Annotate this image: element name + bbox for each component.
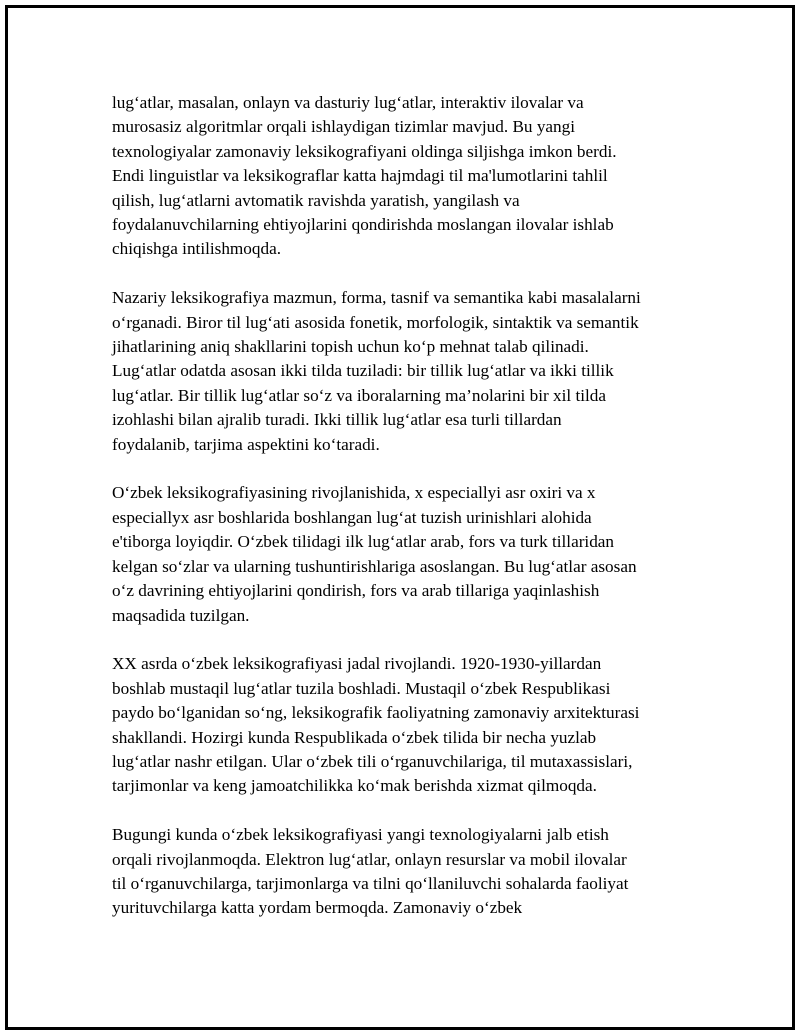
text-line: O‘zbek leksikografiyasining rivojlanishida, x especiallyi asr oxiri va x — [112, 483, 596, 503]
text-line: Endi linguistlar va leksikograflar katta hajmdagi til ma'lumotlarini tahlil — [112, 166, 608, 186]
text-line: murosasiz algoritmlar orqali ishlaydigan tizimlar mavjud. Bu yangi — [112, 117, 576, 137]
text-line: chiqishga intilishmoqda. — [112, 239, 281, 259]
text-line: tarjimonlar va keng jamoatchilikka ko‘mak berishda xizmat qilmoqda. — [112, 776, 597, 796]
text-line: XX asrda o‘zbek leksikografiyasi jadal rivojlandi. 1920-1930-yillardan — [112, 654, 602, 674]
text-line: e'tiborga loyiqdir. O‘zbek tilidagi ilk lug‘atlar arab, fors va turk tillaridan — [112, 532, 615, 552]
document-body — [112, 91, 692, 945]
text-line: kelgan so‘zlar va ularning tushuntirishlariga asoslangan. Bu lug‘atlar asosan — [112, 556, 637, 576]
text-line: texnologiyalar zamonaviy leksikografiyani oldinga siljishga imkon berdi. — [112, 141, 617, 161]
text-line: o‘rganadi. Biror til lug‘ati asosida fonetik, morfologik, sintaktik va semantik — [112, 312, 639, 332]
text-line: lug‘atlar nashr etilgan. Ular o‘zbek tili o‘rganuvchilariga, til mutaxassislari, — [112, 751, 633, 771]
text-line: paydo bo‘lganidan so‘ng, leksikografik faoliyatning zamonaviy arxitekturasi — [112, 703, 640, 723]
text-line: lug‘atlar, masalan, onlayn va dasturiy lug‘atlar, interaktiv ilovalar va — [112, 93, 584, 112]
paragraph-2 — [112, 286, 692, 457]
text-line: Bugungi kunda o‘zbek leksikografiyasi yangi texnologiyalarni jalb etish — [112, 825, 609, 845]
paragraph-5 — [112, 823, 692, 921]
paragraph-4 — [112, 652, 692, 798]
text-line: foydalanuvchilarning ehtiyojlarini qondirishda moslangan ilovalar ishlab — [112, 215, 614, 235]
text-line: Nazariy leksikografiya mazmun, forma, tasnif va semantika kabi masalalarni — [112, 288, 641, 308]
paragraph-3 — [112, 481, 692, 627]
text-line: boshlab mustaqil lug‘atlar tuzila boshladi. Mustaqil o‘zbek Respublikasi — [112, 678, 611, 698]
text-line: til o‘rganuvchilarga, tarjimonlarga va tilni qo‘llaniluvchi sohalarda faoliyat — [112, 873, 629, 893]
paragraph-1 — [112, 91, 692, 262]
text-line: o‘z davrining ehtiyojlarini qondirish, fors va arab tillariga yaqinlashish — [112, 581, 600, 601]
text-line: maqsadida tuzilgan. — [112, 605, 250, 625]
text-line: lug‘atlar. Bir tillik lug‘atlar so‘z va iboralarning ma’nolarini bir xil tilda — [112, 385, 607, 405]
text-line: orqali rivojlanmoqda. Elektron lug‘atlar, onlayn resurslar va mobil ilovalar — [112, 849, 627, 869]
text-line: foydalanib, tarjima aspektini ko‘taradi. — [112, 434, 380, 454]
text-line: jihatlarining aniq shakllarini topish uchun ko‘p mehnat talab qilinadi. — [112, 337, 589, 357]
text-line: izohlashi bilan ajralib turadi. Ikki tillik lug‘atlar esa turli tillardan — [112, 410, 562, 430]
text-line: shakllandi. Hozirgi kunda Respublikada o‘zbek tilida bir necha yuzlab — [112, 727, 597, 747]
text-line: especiallyx asr boshlarida boshlangan lug‘at tuzish urinishlari alohida — [112, 507, 592, 527]
text-line: Lug‘atlar odatda asosan ikki tilda tuziladi: bir tillik lug‘atlar va ikki tillik — [112, 361, 614, 381]
text-line: qilish, lug‘atlarni avtomatik ravishda yaratish, yangilash va — [112, 190, 520, 210]
text-line: yurituvchilarga katta yordam bermoqda. Zamonaviy o‘zbek — [112, 898, 523, 918]
